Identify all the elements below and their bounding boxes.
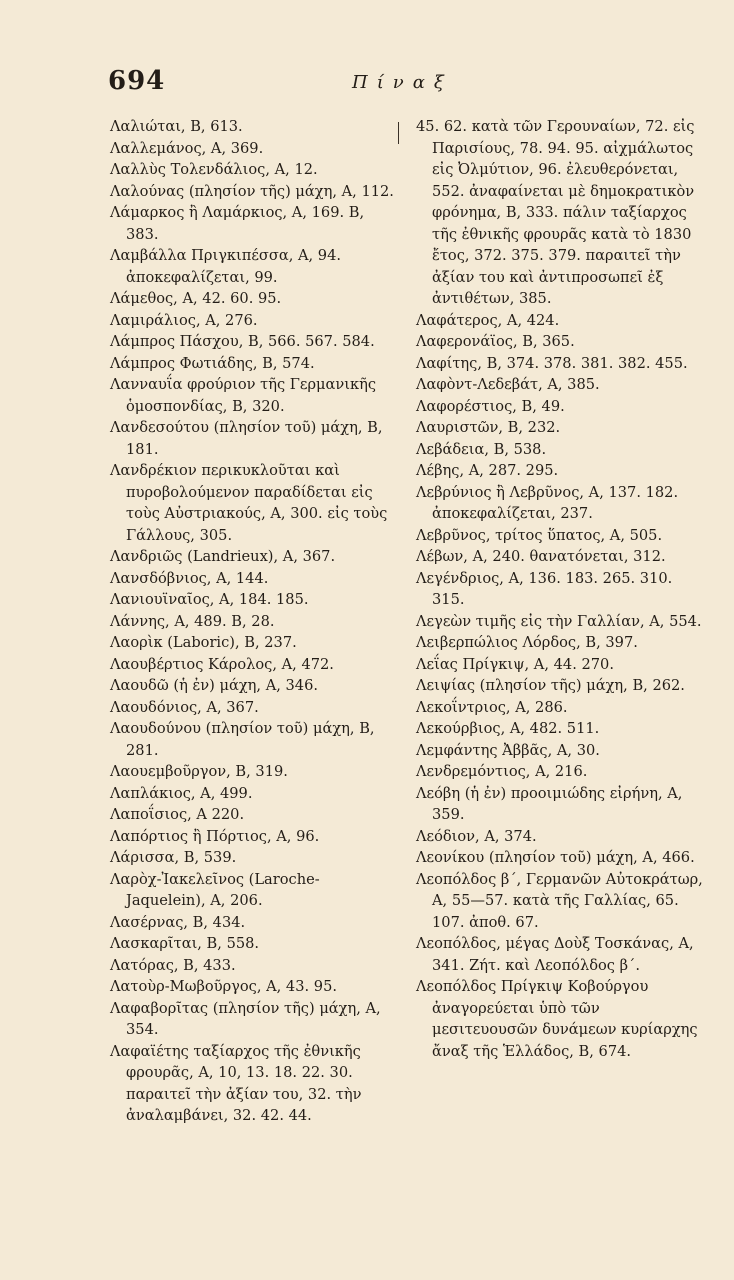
index-entry: Λεοπόλδος Πρίγκιψ Κοβούργου ἀναγορεύεται ὑπὸ τῶν μεσιτευουσῶν δυνάμεων κυρίαρχης ἄναξ τῆς Ἑλλάδος, Β, 674.	[416, 978, 698, 1060]
index-entry: Λαμβάλλα Πριγκιπέσσα, Α, 94. ἀποκεφαλίζεται, 99.	[110, 247, 341, 286]
index-entry: Λανδριῶς (Landrieux), Α, 367.	[110, 548, 336, 565]
index-entry: 45. 62. κατὰ τῶν Γερουναίων, 72. εἰς Παρισίους, 78. 94. 95. αἰχμάλωτος εἰς Ὀλμύτιον, 96. ἐλευθερόνεται, 552. ἀναφαίνεται μὲ δημοκρατικὸν φρόνημα, Β, 333. πάλιν ταξίαρχος τῆς ἐθνικῆς φρουρᾶς κατὰ τὸ 1830 ἔτος, 372. 375. 379. παραιτεῖ τὴν ἀξίαν του καὶ ἀντιπροσωπεῖ ἐξ ἀντιθέτων, 385.	[416, 118, 695, 307]
index-entry: Λαουδῶ (ἡ ἐν) μάχη, Α, 346.	[110, 677, 319, 694]
index-entry: Λαφαϊέτης ταξίαρχος τῆς ἐθνικῆς φρουρᾶς, Α, 10, 13. 18. 22. 30. παραιτεῖ τὴν ἀξίαν του, 32. τὴν ἀναλαμβάνει, 32. 42. 44.	[110, 1042, 362, 1124]
index-entry: Λεκούρβιος, Α, 482. 511.	[416, 720, 600, 737]
index-entry: Λαπλάκιος, Α, 499.	[110, 784, 253, 802]
index-entry: Λαποΐσιος, Α 220.	[110, 806, 245, 823]
index-entry: Λειψίας (πλησίον τῆς) μάχη, Β, 262.	[416, 677, 685, 694]
index-entry: Λαυριστῶν, Β, 232.	[416, 419, 561, 436]
index-entry: Λεΐας Πρίγκιψ, Α, 44. 270.	[416, 655, 614, 673]
page-number: 694	[108, 66, 166, 96]
index-entry: Λαλλεμάνος, Α, 369.	[110, 139, 264, 157]
index-entry: Λαφερονάϊος, Β, 365.	[416, 333, 575, 350]
index-entry: Λανναυΐα φρούριον τῆς Γερμανικῆς ὁμοσπονδίας, Β, 320.	[110, 376, 377, 415]
index-entry: Λενδρεμόντιος, Α, 216.	[416, 763, 588, 780]
index-entry: Λαορὶκ (Laboric), Β, 237.	[110, 634, 297, 651]
index-entry: Λαφάτερος, Α, 424.	[416, 311, 560, 329]
column-divider	[398, 122, 399, 144]
index-entry: Λανδεσούτου (πλησίον τοῦ) μάχη, Β, 181.	[110, 419, 383, 458]
index-entry: Λεβρύνιος ἢ Λεβρῦνος, Α, 137. 182. ἀποκεφαλίζεται, 237.	[416, 483, 679, 522]
index-entry: Λάρισσα, Β, 539.	[110, 849, 237, 866]
index-entry: Λαφὸντ-Λεδεβάτ, Α, 385.	[416, 376, 600, 393]
index-entry: Λάμπρος Πάσχου, Β, 566. 567. 584.	[110, 333, 375, 350]
index-entry: Λεγεὼν τιμῆς εἰς τὴν Γαλλίαν, Α, 554.	[416, 612, 702, 630]
index-entry: Λεμφάντης Ἀββᾶς, Α, 30.	[416, 741, 600, 759]
index-entry: Λατόρας, Β, 433.	[110, 956, 236, 974]
index-entry: Λαουβέρτιος Κάρολος, Α, 472.	[110, 655, 334, 673]
index-entry: Λασκαρῖται, Β, 558.	[110, 935, 260, 952]
index-entry: Λάμπρος Φωτιάδης, Β, 574.	[110, 354, 315, 372]
index-entry: Λεόδιον, Α, 374.	[416, 827, 537, 845]
index-entry: Λαουεμβοῦργον, Β, 319.	[110, 763, 288, 780]
running-title: Πίναξ	[352, 72, 453, 93]
index-entry: Λάννης, Α, 489. Β, 28.	[110, 612, 275, 630]
index-entry: Λαλούνας (πλησίον τῆς) μάχη, Α, 112.	[110, 182, 394, 200]
index-entry: Λεγένδριος, Α, 136. 183. 265. 310. 315.	[416, 569, 673, 608]
page-header	[108, 66, 468, 96]
index-entry: Λεβάδεια, Β, 538.	[416, 440, 547, 458]
index-entry: Λέβης, Α, 287. 295.	[416, 462, 559, 479]
index-entry: Λάμαρκος ἢ Λαμάρκιος, Α, 169. Β, 383.	[110, 204, 365, 243]
index-entry: Λέβων, Α, 240. θανατόνεται, 312.	[416, 548, 666, 565]
index-entry: Λάμεθος, Α, 42. 60. 95.	[110, 290, 282, 307]
index-entry: Λαρὸχ-Ἰακελεῖνος (Laroche-Jaquelein), Α, 206.	[110, 870, 320, 909]
index-entry: Λεοπόλδος β΄, Γερμανῶν Αὐτοκράτωρ, Α, 55—57. κατὰ τῆς Γαλλίας, 65. 107. ἀποθ. 67.	[416, 870, 703, 931]
index-column-right	[416, 116, 706, 1062]
index-entry: Λανιουϊναῖος, Α, 184. 185.	[110, 591, 309, 608]
index-entry: Λαμιράλιος, Α, 276.	[110, 311, 258, 329]
index-entry: Λαλλὺς Τολενδάλιος, Α, 12.	[110, 161, 318, 178]
index-entry: Λαφαβορῖτας (πλησίον τῆς) μάχη, Α, 354.	[110, 999, 381, 1038]
index-entry: Λεονίκου (πλησίον τοῦ) μάχη, Α, 466.	[416, 849, 695, 866]
index-entry: Λαπόρτιος ἢ Πόρτιος, Α, 96.	[110, 827, 320, 845]
index-entry: Λαφορέστιος, Β, 49.	[416, 397, 565, 415]
index-entry: Λειβερπώλιος Λόρδος, Β, 397.	[416, 634, 638, 651]
index-entry: Λανσδόβνιος, Α, 144.	[110, 569, 269, 587]
index-entry: Λαφίτης, Β, 374. 378. 381. 382. 455.	[416, 354, 688, 372]
index-entry: Λεόβη (ἡ ἐν) προοιμιώδης εἰρήνη, Α, 359.	[416, 784, 683, 823]
index-entry: Λεκοΐντριος, Α, 286.	[416, 698, 568, 716]
index-entry: Λαουδούνου (πλησίον τοῦ) μάχη, Β, 281.	[110, 720, 375, 759]
index-entry: Λατοὺρ-Μωβοῦργος, Α, 43. 95.	[110, 978, 337, 995]
index-entry: Λεβρῦνος, τρίτος ὕπατος, Α, 505.	[416, 526, 663, 544]
index-entry: Λεοπόλδος, μέγας Δοὺξ Τοσκάνας, Α, 341. Ζήτ. καὶ Λεοπόλδος β΄.	[416, 935, 694, 974]
index-entry: Λαουδόνιος, Α, 367.	[110, 698, 259, 716]
index-entry: Λασέρνας, Β, 434.	[110, 913, 246, 931]
index-entry: Λαλιώται, Β, 613.	[110, 118, 243, 135]
index-column-left	[110, 116, 398, 1127]
index-entry: Λανδρέκιον περικυκλοῦται καὶ πυροβολούμενον παραδίδεται εἰς τοὺς Αὐστριακούς, Α, 300. εἰς τοὺς Γάλλους, 305.	[110, 462, 388, 544]
